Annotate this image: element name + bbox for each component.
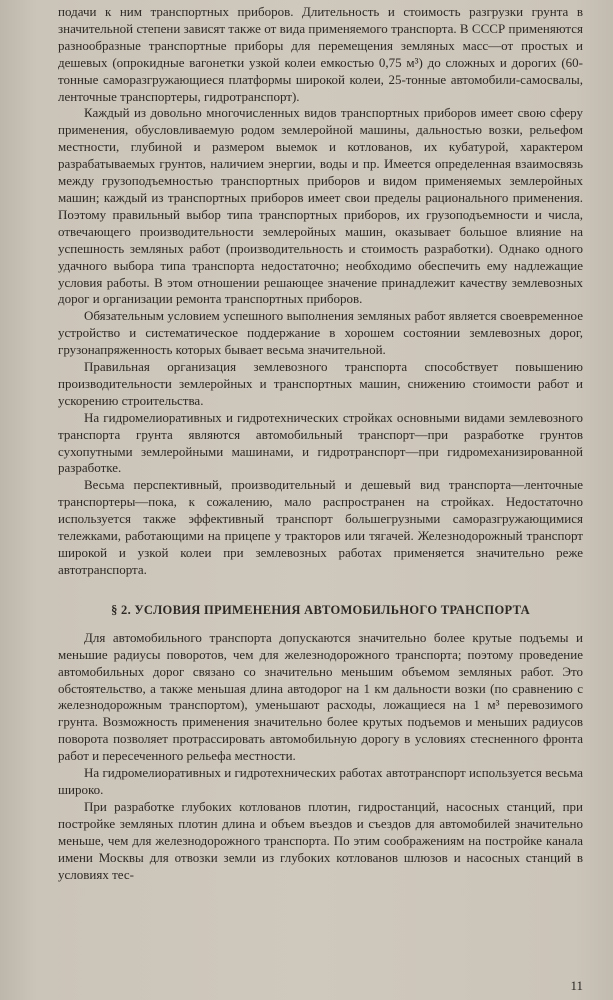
paragraph-4: Правильная организация землевозного транспорта способствует повышению производительности землеройных и транспортных машин, снижению стоимости работ и ускорению строительства. (58, 359, 583, 408)
paragraph-5: На гидромелиоративных и гидротехнических стройках основными видами землевозного транспорта грунта являются автомобильный транспорт—при разработке грунтов сухопутными землеройными машинами, и гидротранспорт—при гидромеханизированной разработке. (58, 409, 583, 476)
section-heading: § 2. УСЛОВИЯ ПРИМЕНЕНИЯ АВТОМОБИЛЬНОГО ТРАНСПОРТА (111, 602, 530, 617)
paragraph-2: Каждый из довольно многочисленных видов транспортных приборов имеет свою сферу применения, обусловливаемую родом землеройной машины, дальностью возки, рельефом местности, глубиной и размером выемок и котлованов, их кубатурой, характером разрабатываемых грунтов, наличием энергии, воды и пр. Имеется определенная взаимосвязь между грузоподъемностью транспортных приборов и видом применяемых землеройных машин; каждый из транспортных приборов имеет свои пределы рационального применения. Поэтому правильный выбор типа транспортных приборов, их грузоподъемности и числа, отвечающего производительности землеройных машин, оказывает большое влияние на успешность земляных работ (производительность и стоимость разработки). Однако одного удачного выбора типа транспорта недостаточно; необходимо обеспечить ему надлежащие условия работы. В этом отношении решающее значение принадлежит качеству землевозных дорог и организации ремонта транспортных приборов. (58, 105, 583, 307)
page-number: 11 (570, 978, 583, 993)
paragraph-1: подачи к ним транспортных приборов. Длительность и стоимость разгрузки грунта в значительной степени зависят также от вида применяемого транспорта. В СССР применяются разнообразные транспортные приборы для перемещения земляных масс—от простых и дешевых (опрокидные вагонетки узкой колеи емкостью 0,75 м³) до сложных и дорогих (60-тонные саморазгружающиеся платформы широкой колеи, 25-тонные автомобили-самосвалы, ленточные транспортеры, гидротранспорт). (58, 4, 583, 104)
paragraph-3: Обязательным условием успешного выполнения земляных работ является своевременное устройство и систематическое поддержание в хорошем состоянии землевозных дорог, грузонапряженность которых бывает весьма значительной. (58, 308, 583, 358)
section-paragraph-2: На гидромелиоративных и гидротехнических работах автотранспорт используется весьма широко. (58, 765, 583, 797)
paragraph-6: Весьма перспективный, производительный и дешевый вид транспорта—ленточные транспортеры—пока, к сожалению, мало распространен на стройках. Недостаточно используется также эффективный транспорт большегрузными саморазгружающимися тележками, работающими на прицепе у тракторов или тягачей. Железнодорожный транспорт широкой и узкой колеи при землевозных работах применяется значительно реже автотранспорта. (58, 477, 583, 577)
section-paragraph-3: При разработке глубоких котлованов плотин, гидростанций, насосных станций, при постройке земляных плотин длина и объем въездов и съездов для автомобилей значительно меньше, чем для железнодорожного транспорта. По этим соображениям на постройке канала имени Москвы для отвозки земли из глубоких котлованов шлюзов и насосных станций в условиях тес- (58, 798, 583, 882)
section-paragraph-1: Для автомобильного транспорта допускаются значительно более крутые подъемы и меньшие радиусы поворотов, чем для железнодорожного транспорта; поэтому проведение автомобильных дорог связано со значительно меньшим объемом земляных работ. Это обстоятельство, а также меньшая длина автодорог на 1 км дальности возки (по сравнению с железнодорожным транспортом), уменьшают расходы, ложащиеся на 1 м³ перевозимого грунта. Возможность применения значительно более крутых подъемов и меньших радиусов поворота позволяет протрассировать автомобильную дорогу в условиях стесненного фронта работ и пересеченного рельефа местности. (58, 629, 583, 764)
